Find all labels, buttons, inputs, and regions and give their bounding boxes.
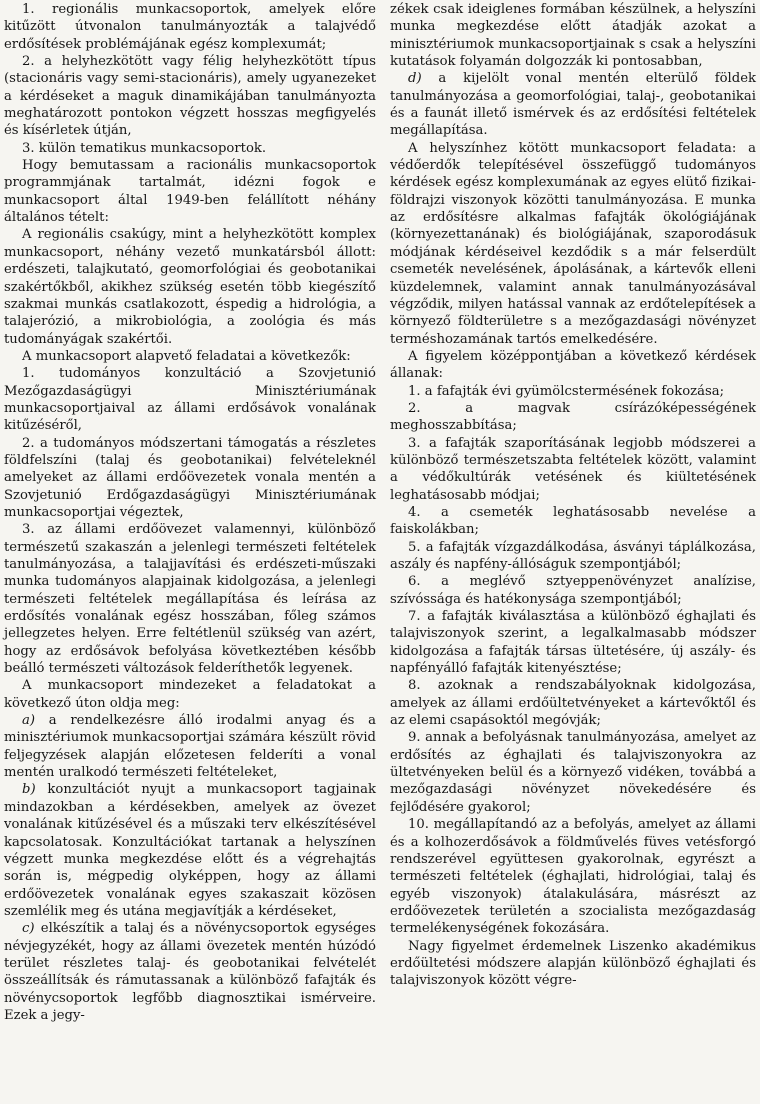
- paragraph: [390, 677, 756, 729]
- paragraph-text: 1. regionális munkacsoportok, amelyek előre kitűzött útvonalon tanulmányozták a talajvédő erdősítések problémájának egész komplexumát;: [4, 2, 376, 52]
- paragraph: [4, 53, 376, 140]
- paragraph: [4, 348, 376, 365]
- left-text-column: [4, 0, 376, 1104]
- paragraph-text: zékek csak ideiglenes formában készülnek, a helyszíni munka megkezdése előtt átadják azokat a minisztériumok munkacsoportjainak s csak a helyszíni kutatások folyamán dolgozzák ki pontosabban,: [390, 2, 756, 70]
- paragraph-text: 5. a fafajták vízgazdálkodása, ásványi táplálkozása, aszály és napfény-állóságuk szempontjából;: [390, 539, 756, 572]
- paragraph-text: 2. a magvak csírázóképességének meghosszabbítása;: [390, 400, 756, 434]
- paragraph: [390, 70, 756, 139]
- list-label: b): [22, 782, 36, 798]
- paragraph: [4, 677, 376, 712]
- paragraph-text: A regionális csakúgy, mint a helyhezkötött komplex munkacsoport, néhány vezető munkatársból állott: erdészeti, talajkutató, geomorfológiai és geobotanikai szakértőkből, akikhez szükség esetén több kiegészítő szakmai munkás csatlakozott, éspedig a hidrológia, a talajerózió, a mikrobiológia, a zoológia és más tudományágak szakértői.: [4, 227, 376, 347]
- paragraph-text: A helyszínhez kötött munkacsoport feladata: a védőerdők telepítésével összefüggő tudományos kérdések egész komplexumának az egyes elütő fizikai-földrajzi viszonyok közötti tanulmányozása. E munka az erdősítésre alkalmas fafajták ökológiájának (környezettanának) és biológiájának, szaporodásuk módjának kérdéseivel kezdődik s a már felserdült csemeték nevelésének, ápolásának, a kártevők elleni küzdelemnek, valamint annak tanulmányozásával végződik, milyen hatással vannak az erdőtelepítések a környező földterületre s a mezőgazdasági növényzet terméshozamának tartós emelkedésére.: [390, 140, 756, 347]
- right-text-column: [384, 0, 756, 1104]
- list-label: a): [22, 713, 36, 729]
- paragraph-text: 1. a fafajták évi gyümölcstermésének fokozása;: [408, 383, 725, 399]
- paragraph: [4, 781, 376, 920]
- paragraph: [390, 383, 756, 400]
- paragraph-text: 1. tudományos konzultáció a Szovjetunió Mezőgazdaságügyi Minisztériumának munkacsoportjaival az állami erdősávok vonalának kitűzéséről,: [4, 366, 376, 434]
- paragraph-text: A figyelem középpontjában a következő kérdések állanak:: [390, 348, 756, 382]
- paragraph: [390, 539, 756, 574]
- paragraph-text: 9. annak a befolyásnak tanulmányozása, amelyet az erdősítés az éghajlati és talajviszonyokra az ültetvényeken belül és a környező vidéken, továbbá a mezőgazdasági növényzet növekedésére és fejlődésére gyakorol;: [390, 730, 756, 815]
- paragraph: [4, 521, 376, 677]
- paragraph-text: elkészítik a talaj és a növénycsoportok egységes névjegyzékét, hogy az állami övezetek mentén húzódó terület részletes talaj- és geobotanikai felvételét összeállítsák és rámutassanak a különböző fafajták és növénycsoportok legfőbb diagnosztikai ismérveire. Ezek a jegy-: [4, 921, 376, 1023]
- paragraph: [390, 1, 756, 70]
- paragraph: [4, 1, 376, 53]
- paragraph: [4, 140, 376, 157]
- paragraph-text: a kijelölt vonal mentén elterülő földek tanulmányozása a geomorfológiai, talaj-, geobotanikai és a faunát illető ismérvek és az erdősítési feltételek megállapítása.: [390, 71, 756, 139]
- paragraph: [4, 435, 376, 522]
- paragraph-text: 7. a fafajták kiválasztása a különböző éghajlati és talajviszonyok szerint, a legalkalmasabb módszer kidolgozása a fafajták társas ültetésére, új aszály- és napfényálló fafajták kitenyésztése;: [390, 609, 756, 677]
- paragraph: [4, 365, 376, 434]
- paragraph-text: konzultációt nyujt a munkacsoport tagjainak mindazokban a kérdésekben, amelyek az övezet vonalának kitűzésével és a műszaki terv elkészítésével kapcsolatosak. Konzultációkat tartanak a helyszínen végzett munka megkezdése előtt és a végrehajtás során is, mégpedig olyképpen, hogy az állami erdőövezetek vonalának egyes szakaszait közösen szemlélik meg és utána megjavítják a kérdéseket,: [4, 782, 376, 919]
- paragraph: [4, 920, 376, 1024]
- paragraph-text: 3. az állami erdőövezet valamennyi, különböző természetű szakaszán a jelenlegi természeti feltételek tanulmányozása, a talajjavítási és erdészeti-műszaki munka tudományos alapjainak kidolgozása, a jelenlegi természeti feltételek megállapítása és leírása az erdősítés vonalának egész hosszában, főleg számos jellegzetes helyen. Erre feltétlenül szükség van azért, hogy az erdősávok befolyása következtében később beálló természeti változások felderíthetők legyenek.: [4, 522, 376, 677]
- paragraph: [390, 816, 756, 937]
- paragraph-text: 4. a csemeték leghatásosabb nevelése a faiskolákban;: [390, 504, 756, 538]
- paragraph-text: 2. a helyhezkötött vagy félig helyhezkötött típus (stacionáris vagy semi-stacionáris), amely ugyanezeket a kérdéseket a maguk dinamikájában tanulmányozta meghatározott pontokon végzett hosszas megfigyelés és kísérletek útján,: [4, 54, 376, 139]
- paragraph: [4, 157, 376, 226]
- paragraph-text: 8. azoknak a rendszabályoknak kidolgozása, amelyek az állami erdőültetvényeket a kártevőktől és az elemi csapásoktól megóvják;: [390, 678, 756, 729]
- paragraph-text: 3. a fafajták szaporításának legjobb módszerei a különböző természetszabta feltételek között, valamint a védőkultúrák vetésének és kiültetésének leghatásosabb módjai;: [390, 435, 756, 503]
- paragraph: [4, 712, 376, 781]
- paragraph: [390, 608, 756, 677]
- paragraph: [390, 140, 756, 348]
- paragraph-text: Hogy bemutassam a racionális munkacsoportok programmjának tartalmát, idézni fogok e munkacsoport által 1949-ben felállított néhány általános tételt:: [4, 158, 376, 226]
- paragraph-text: 6. a meglévő sztyeppenövényzet analízise, szívóssága és hatékonysága szempontjából;: [390, 574, 756, 607]
- paragraph-text: 3. külön tematikus munkacsoportok.: [22, 140, 267, 156]
- list-label: c): [22, 921, 35, 937]
- paragraph: [4, 226, 376, 347]
- paragraph-text: A munkacsoport mindezeket a feladatokat a következő úton oldja meg:: [4, 678, 376, 711]
- list-label: d): [408, 71, 422, 87]
- paragraph: [390, 504, 756, 539]
- paragraph: [390, 400, 756, 435]
- paragraph-text: a rendelkezésre álló irodalmi anyag és a minisztériumok munkacsoportjai számára készült rövid feljegyzések alapján előzetesen felderíti a vonal mentén uralkodó természeti feltételeket,: [4, 713, 376, 781]
- paragraph-text: 10. megállapítandó az a befolyás, amelyet az állami és a kolhozerdősávok a földművelés füves vetésforgó rendszerével együttesen gyakorolnak, egyrészt a természeti feltételek (éghajlati, hidrológiai, talaj és egyéb viszonyok) átalakulására, másrészt az erdőövezetek területén a szocialista mezőgazdaság termelékenységének fokozására.: [390, 817, 756, 937]
- paragraph: [390, 729, 756, 816]
- paragraph: [390, 435, 756, 504]
- paragraph: [390, 348, 756, 383]
- paragraph: [390, 938, 756, 990]
- paragraph-text: A munkacsoport alapvető feladatai a következők:: [22, 348, 351, 364]
- paragraph-text: 2. a tudományos módszertani támogatás a részletes földfelszíni (talaj és geobotanikai) felvételeknél amelyeket az állami erdőövezetek vonala mentén a Szovjetunió Erdőgazdaságügyi Minisztériumának munkacsoportjai végeztek,: [4, 435, 376, 520]
- paragraph-text: Nagy figyelmet érdemelnek Liszenko akadémikus erdőültetési módszere alapján különböző éghajlati és talajviszonyok között végre-: [390, 938, 756, 989]
- paragraph: [390, 573, 756, 608]
